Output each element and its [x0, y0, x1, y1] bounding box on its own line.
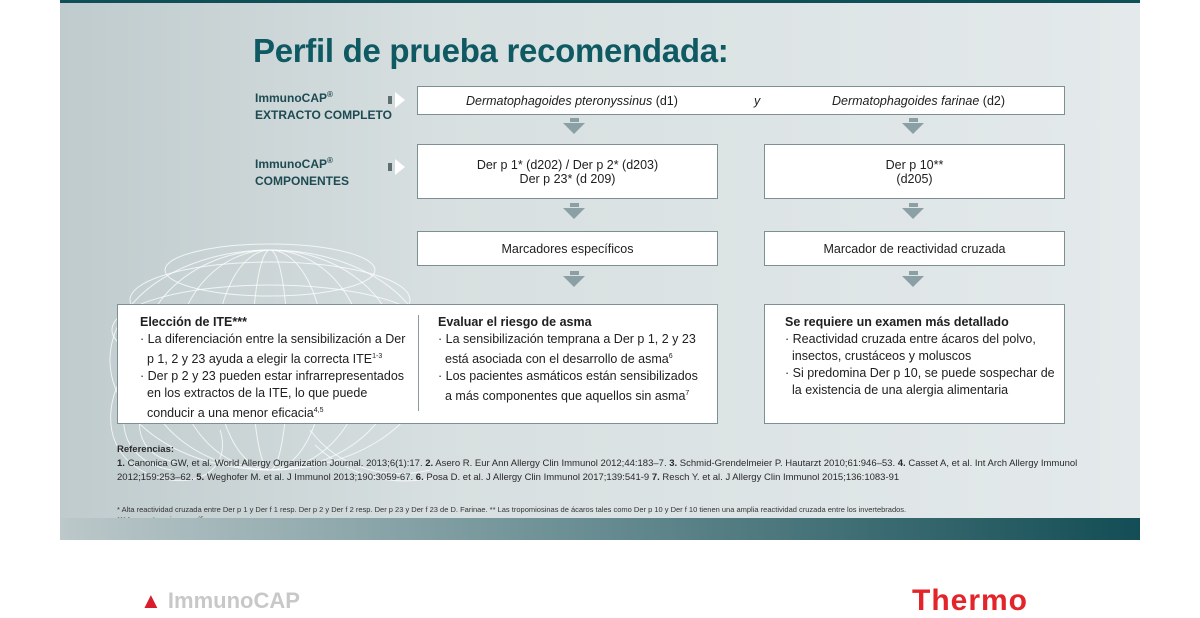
- footnote-line: * Alta reactividad cruzada entre Der p 1 y Der f 1 resp. Der p 2 y Der f 2 resp. Der p 23 y Der f 23 de D. Farinae. ** Las tropomiosinas de ácaros tales como Der p 10 y Der f 10 tienen una amplia reactividad cruzada entre los invertebrados.: [117, 505, 907, 514]
- references: [117, 443, 1117, 485]
- component-box-right: [764, 144, 1065, 199]
- arrow-stem: [570, 271, 579, 275]
- info-col-asma: [438, 315, 708, 405]
- row-label-extracto: [255, 86, 392, 124]
- info-item: · Si predomina Der p 10, se puede sospechar de la existencia de una alergia alimentaria: [785, 366, 1055, 397]
- arrow-stem: [909, 203, 918, 207]
- ref-number: 4.: [897, 458, 906, 469]
- down-arrow-icon: [563, 276, 585, 287]
- logo-left-text: ImmunoCAP: [167, 588, 300, 613]
- down-arrow-icon: [563, 123, 585, 134]
- down-arrow-icon: [902, 123, 924, 134]
- ref-text: Posa D. et al. J Allergy Clin Immunol 2017;139:541-9: [423, 472, 652, 483]
- extract-right: [832, 94, 1005, 108]
- info-heading: Elección de ITE***: [140, 315, 247, 329]
- marker-box-right: [764, 231, 1065, 266]
- column-divider: [418, 315, 419, 411]
- ref-number: 7.: [651, 472, 660, 483]
- row-label-text: EXTRACTO COMPLETO: [255, 108, 392, 122]
- info-box-right: [764, 304, 1065, 424]
- info-item-text: · La diferenciación entre la sensibilización a Der p 1, 2 y 23 ayuda a elegir la correcta ITE: [140, 332, 406, 367]
- side-arrow-icon: [395, 92, 405, 108]
- page-title: Perfil de prueba recomendada:: [253, 32, 729, 69]
- ref-number: 6.: [415, 472, 424, 483]
- content-panel: [60, 0, 1140, 540]
- row-label-text: COMPONENTES: [255, 174, 350, 188]
- references-list: [117, 457, 1117, 485]
- arrow-stem: [909, 118, 918, 122]
- component-box-left: [417, 144, 718, 199]
- ref-text: Resch Y. et al. J Allergy Clin Immunol 2015;136:1083-91: [659, 472, 900, 483]
- info-box-left: [117, 304, 718, 424]
- info-item: [438, 368, 708, 405]
- ref-number: 5.: [196, 472, 205, 483]
- side-arrow-stem: [388, 163, 392, 171]
- species-name-d1: Dermatophagoides pteronyssinus: [466, 94, 653, 108]
- down-arrow-icon: [902, 276, 924, 287]
- info-item: [140, 331, 408, 368]
- species-name-d2: Dermatophagoides farinae: [832, 94, 980, 108]
- info-heading: Evaluar el riesgo de asma: [438, 315, 592, 329]
- info-item-text: · Los pacientes asmáticos están sensibilizados a más componentes que aquellos sin asma: [438, 369, 698, 404]
- ref-text: Schmid-Grendelmeier P. Hautarzt 2010;61:946–53.: [677, 458, 898, 469]
- references-heading: Referencias:: [117, 444, 175, 455]
- extract-left: [466, 94, 678, 108]
- extract-box: [417, 86, 1065, 115]
- immunocap-logo: [140, 588, 300, 614]
- logo-mark-icon: ▲: [140, 588, 162, 613]
- component-right-line1: Der p 10**: [885, 157, 944, 172]
- info-item-text: · Der p 2 y 23 pueden estar infrarrepresentados en los extractos de la ITE, lo que puede conducir a una menor eficacia: [140, 369, 405, 421]
- component-left-line2: Der p 23* (d 209): [519, 171, 616, 186]
- ref-number: 1.: [117, 458, 125, 469]
- citation: 1-3: [372, 353, 383, 360]
- species-code-d1: (d1): [652, 94, 678, 108]
- ref-text: Asero R. Eur Ann Allergy Clin Immunol 2012;44:183–7.: [433, 458, 670, 469]
- info-item: [140, 368, 408, 422]
- component-right-line2: (d205): [896, 171, 933, 186]
- down-arrow-icon: [563, 208, 585, 219]
- ref-number: 2.: [425, 458, 434, 469]
- citation: 7: [685, 390, 690, 398]
- citation: 4,5: [313, 407, 324, 415]
- row-label-brand: ImmunoCAP: [255, 157, 327, 171]
- arrow-stem: [909, 271, 918, 275]
- arrow-stem: [570, 118, 579, 122]
- marker-right-text: Marcador de reactividad cruzada: [823, 241, 1006, 256]
- registered-mark: ®: [327, 156, 333, 165]
- ref-text: Canonica GW, et al. World Allergy Organization Journal. 2013;6(1):17.: [124, 458, 426, 469]
- component-left-line1: Der p 1* (d202) / Der p 2* (d203): [476, 157, 659, 172]
- row-label-brand: ImmunoCAP: [255, 91, 327, 105]
- info-heading: Se requiere un examen más detallado: [785, 315, 1009, 329]
- arrow-stem: [570, 203, 579, 207]
- thermo-logo: Thermo: [912, 584, 1029, 617]
- info-item: · Reactividad cruzada entre ácaros del polvo, insectos, crustáceos y moluscos: [785, 332, 1036, 363]
- ref-number: 3.: [669, 458, 678, 469]
- row-label-componentes: [255, 152, 349, 190]
- info-item-text: · La sensibilización temprana a Der p 1, 2 y 23 está asociada con el desarrollo de asma: [438, 332, 696, 367]
- info-item: [438, 331, 708, 368]
- side-arrow-icon: [395, 159, 405, 175]
- marker-left-text: Marcadores específicos: [501, 241, 634, 256]
- registered-mark: ®: [327, 90, 333, 99]
- info-col-examen: [785, 315, 1055, 399]
- extract-joiner: y: [754, 94, 761, 108]
- down-arrow-icon: [902, 208, 924, 219]
- side-arrow-stem: [388, 96, 392, 104]
- species-code-d2: (d2): [979, 94, 1006, 108]
- marker-box-left: [417, 231, 718, 266]
- bottom-gradient-bar: [60, 518, 1140, 540]
- ref-text: Weghofer M. et al. J Immunol 2013;190:3059-67.: [204, 472, 416, 483]
- citation: 6: [668, 353, 673, 360]
- ref-text: Casset A, et al. Int Arch Allergy Immunol 2012;159:253–62.: [117, 458, 1078, 483]
- info-col-ite: [140, 315, 408, 422]
